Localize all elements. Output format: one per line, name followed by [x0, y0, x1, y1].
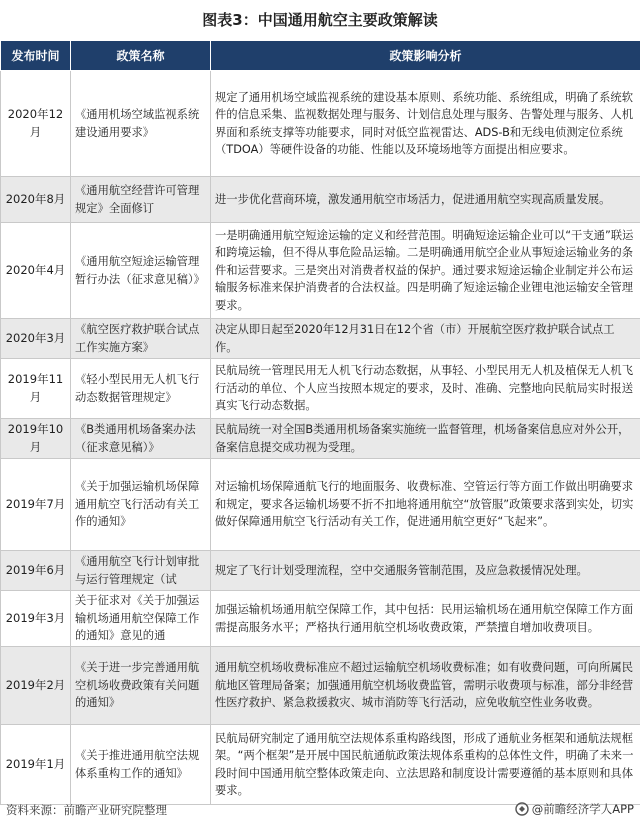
row-analysis: 决定从即日起至2020年12月31日在12个省（市）开展航空医疗救护联合试点工作。	[211, 319, 640, 359]
row-analysis: 民航局统一管理民用无人机飞行动态数据，从事轻、小型民用无人机及植保无人机飞行活动的单位、个人应当按照本规定的要求，及时、准确、完整地向民航局实时报送真实飞行动态数据。	[211, 359, 640, 419]
row-date: 2019年1月	[1, 725, 71, 805]
table-row	[1, 319, 640, 359]
table-row	[1, 419, 640, 459]
row-policy-name: 《关于进一步完善通用航空机场收费政策有关问题的通知》	[71, 647, 211, 725]
row-analysis: 规定了飞行计划受理流程，空中交通服务管制范围，及应急救援情况处理。	[211, 551, 640, 591]
row-date: 2019年7月	[1, 459, 71, 551]
row-analysis: 进一步优化营商环境，激发通用航空市场活力，促进通用航空实现高质量发展。	[211, 177, 640, 223]
row-analysis: 对运输机场保障通航飞行的地面服务、收费标准、空管运行等方面工作做出明确要求和规定，要求各运输机场要不折不扣地将通用航空“放管服”政策要求落到实处，切实做好保障通用航空飞行活动有关工作，促进通用航空更好“飞起来”。	[211, 459, 640, 551]
row-date: 2020年12月	[1, 71, 71, 177]
row-analysis: 民航局研究制定了通用航空法规体系重构路线图，形成了通航业务框架和通航法规框架。“两个框架”是开展中国民航通航政策法规体系重构的总体性文件，明确了未来一段时间中国通用航空整体政策走向、立法思路和制度设计需要遵循的基本原则和具体要求。	[211, 725, 640, 805]
row-analysis: 加强运输机场通用航空保障工作，其中包括：民用运输机场在通用航空保障工作方面需提高服务水平；严格执行通用航空机场收费政策，严禁擅自增加收费项目。	[211, 591, 640, 647]
column-header-policy-name: 政策名称	[71, 41, 211, 71]
figure-title: 图表3：中国通用航空主要政策解读	[202, 11, 438, 29]
row-analysis: 规定了通用机场空域监视系统的建设基本原则、系统功能、系统组成，明确了系统软件的信息采集、监视数据处理与服务、计划信息处理与服务、告警处理与服务、人机界面和系统支撑等功能要求，同时对低空监视雷达、ADS-B和无线电侦测定位系统（TDOA）等硬件设备的功能、性能以及环境场地等方面提出相应要求。	[211, 71, 640, 177]
column-header-analysis: 政策影响分析	[211, 41, 640, 71]
row-policy-name: 《通用航空飞行计划审批与运行管理规定（试	[71, 551, 211, 591]
row-date: 2020年4月	[1, 223, 71, 319]
row-date: 2019年11月	[1, 359, 71, 419]
column-header-date: 发布时间	[1, 41, 71, 71]
table-row	[1, 177, 640, 223]
row-policy-name: 《轻小型民用无人机飞行动态数据管理规定》	[71, 359, 211, 419]
table-row	[1, 359, 640, 419]
row-policy-name: 《航空医疗救护联合试点工作实施方案》	[71, 319, 211, 359]
row-date: 2019年10月	[1, 419, 71, 459]
table-row	[1, 725, 640, 805]
row-date: 2020年3月	[1, 319, 71, 359]
policy-table	[0, 40, 640, 805]
row-policy-name: 《通用机场空域监视系统建设通用要求》	[71, 71, 211, 177]
row-policy-name: 《B类通用机场备案办法（征求意见稿）》	[71, 419, 211, 459]
row-analysis: 通用航空机场收费标准应不超过运输航空机场收费标准；如有收费问题，可向所属民航地区管理局备案；加强通用航空机场收费监管，需明示收费项与标准，部分非经营性医疗救护、紧急救援救灾、城市消防等飞行活动，应免收航空性业务收费。	[211, 647, 640, 725]
row-policy-name: 《关于加强运输机场保障通用航空飞行活动有关工作的通知》	[71, 459, 211, 551]
table-row	[1, 459, 640, 551]
table-row	[1, 223, 640, 319]
table-row	[1, 551, 640, 591]
row-analysis: 民航局统一对全国B类通用机场备案实施统一监督管理，机场备案信息应对外公开，备案信息提交成功视为受理。	[211, 419, 640, 459]
row-policy-name: 关于征求对《关于加强运输机场通用航空保障工作的通知》意见的通	[71, 591, 211, 647]
row-date: 2019年3月	[1, 591, 71, 647]
row-policy-name: 《关于推进通用航空法规体系重构工作的通知》	[71, 725, 211, 805]
brand-label: @前瞻经济学人APP	[531, 802, 634, 816]
brand-logo-icon	[515, 802, 529, 816]
row-date: 2019年6月	[1, 551, 71, 591]
table-header-row	[1, 41, 640, 71]
table-row	[1, 647, 640, 725]
row-analysis: 一是明确通用航空短途运输的定义和经营范围。明确短途运输企业可以“干支通”联运和跨境运输，但不得从事危险品运输。二是明确通用航空企业从事短途运输业务的条件和运营要求。三是突出对消费者权益的保护。通过要求短途运输企业制定并公布运输服务标准来保护消费者的合法权益。四是明确了短途运输企业锂电池运输安全管理要求。	[211, 223, 640, 319]
row-policy-name: 《通用航空经营许可管理规定》全面修订	[71, 177, 211, 223]
source-note: 资料来源：前瞻产业研究院整理	[6, 803, 167, 817]
table-row	[1, 591, 640, 647]
row-date: 2019年2月	[1, 647, 71, 725]
table-row	[1, 71, 640, 177]
brand-watermark	[515, 801, 634, 817]
footer	[0, 796, 640, 826]
row-date: 2020年8月	[1, 177, 71, 223]
row-policy-name: 《通用航空短途运输管理暂行办法（征求意见稿）》	[71, 223, 211, 319]
